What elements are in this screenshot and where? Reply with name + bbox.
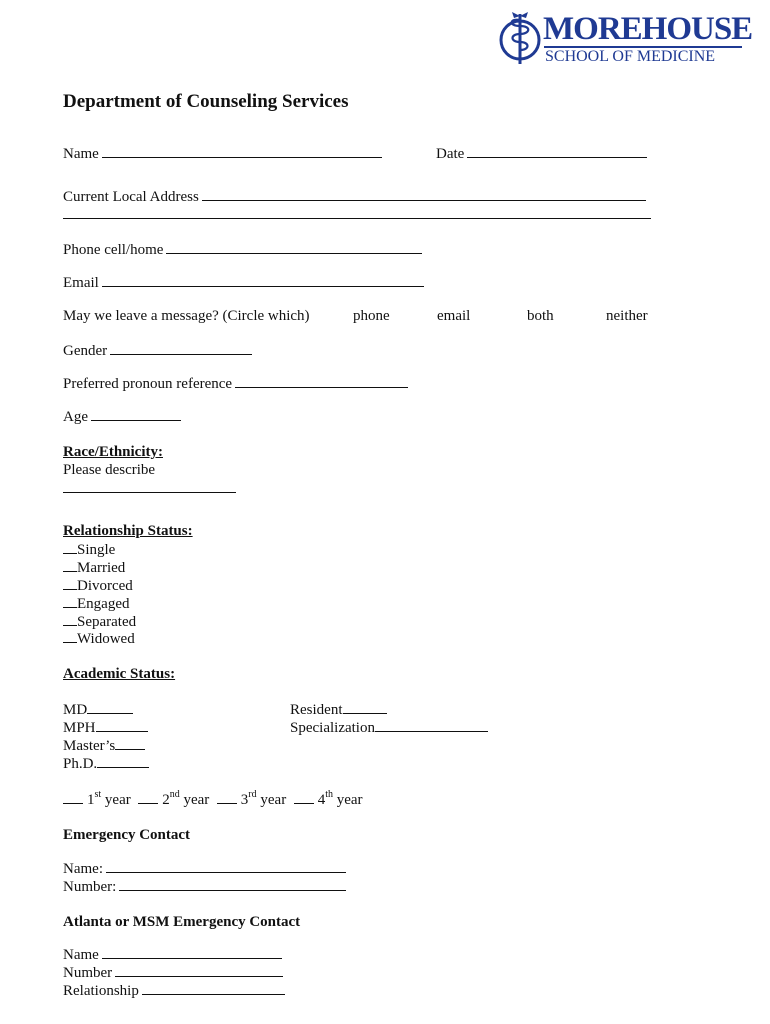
year-num: 1	[87, 792, 95, 808]
academic-blank[interactable]	[115, 736, 145, 750]
academic-label: Resident	[290, 702, 343, 718]
year-suffix: rd	[248, 789, 257, 800]
emergency-name-blank[interactable]	[106, 859, 346, 873]
phone-label: Phone cell/home	[63, 242, 164, 258]
name-label: Name	[63, 146, 99, 162]
caduceus-seal-icon	[498, 10, 542, 66]
year-num: 4	[317, 792, 326, 808]
year-suffix: th	[325, 789, 333, 800]
academic-label: Master’s	[63, 738, 116, 754]
phone-field[interactable]	[63, 240, 422, 259]
academic-blank[interactable]	[97, 754, 149, 768]
academic-phd[interactable]	[63, 754, 149, 773]
atlanta-number-field[interactable]	[63, 963, 283, 982]
relationship-option-single[interactable]	[63, 540, 115, 559]
age-label: Age	[63, 409, 88, 425]
year-word: year	[104, 792, 131, 808]
relationship-label: Married	[77, 560, 126, 576]
academic-label: MPH	[63, 720, 96, 736]
academic-resident[interactable]	[290, 700, 387, 719]
message-option-email[interactable]: email	[437, 308, 471, 324]
emergency-name-label: Name:	[63, 861, 103, 877]
relationship-label: Single	[77, 542, 116, 558]
age-field[interactable]	[63, 407, 181, 426]
relationship-option-divorced[interactable]	[63, 576, 133, 595]
atlanta-relationship-blank[interactable]	[142, 981, 285, 995]
relationship-option-widowed[interactable]	[63, 629, 135, 648]
gender-field[interactable]	[63, 341, 252, 360]
academic-label: MD	[63, 702, 88, 718]
academic-blank[interactable]	[375, 718, 488, 732]
message-option-both[interactable]: both	[527, 308, 554, 324]
atlanta-name-blank[interactable]	[102, 945, 282, 959]
year-blank[interactable]	[63, 790, 83, 804]
atlanta-relationship-label: Relationship	[63, 983, 139, 999]
year-blank[interactable]	[217, 790, 237, 804]
page-title	[63, 93, 349, 111]
academic-blank[interactable]	[87, 700, 133, 714]
pronoun-label: Preferred pronoun reference	[63, 376, 233, 392]
year-row	[63, 790, 363, 809]
message-option-phone[interactable]: phone	[353, 308, 390, 324]
relationship-label: Separated	[77, 614, 137, 630]
logo-name: MOREHOUSE	[543, 11, 753, 47]
gender-label: Gender	[63, 343, 108, 359]
message-option-neither[interactable]: neither	[606, 308, 648, 324]
date-blank[interactable]	[467, 144, 647, 158]
year-word: year	[336, 792, 363, 808]
academic-heading: Academic Status:	[63, 666, 176, 682]
year-suffix: nd	[169, 789, 180, 800]
atlanta-name-field[interactable]	[63, 945, 282, 964]
relationship-blank[interactable]	[63, 558, 77, 572]
relationship-label: Engaged	[77, 596, 130, 612]
academic-specialization[interactable]	[290, 718, 488, 737]
name-field[interactable]	[63, 144, 382, 163]
logo-subtitle: SCHOOL OF MEDICINE	[545, 48, 716, 65]
emergency-number-field[interactable]	[63, 877, 346, 896]
academic-blank[interactable]	[96, 718, 148, 732]
race-blank[interactable]	[63, 492, 236, 493]
relationship-blank[interactable]	[63, 612, 77, 626]
year-word: year	[260, 792, 287, 808]
year-suffix: st	[94, 789, 102, 800]
atlanta-name-label: Name	[63, 947, 99, 963]
emergency-heading: Emergency Contact	[63, 827, 191, 843]
morehouse-logo	[496, 8, 753, 68]
atlanta-number-blank[interactable]	[115, 963, 283, 977]
race-prompt: Please describe	[63, 462, 156, 478]
relationship-label: Widowed	[77, 631, 135, 647]
message-prompt: May we leave a message? (Circle which)	[63, 308, 310, 324]
relationship-option-married[interactable]	[63, 558, 125, 577]
address-label: Current Local Address	[63, 189, 199, 205]
email-blank[interactable]	[102, 273, 424, 287]
academic-md[interactable]	[63, 700, 133, 719]
academic-label: Ph.D.	[63, 756, 98, 772]
page-title-text: Department of Counseling Services	[63, 91, 349, 112]
relationship-blank[interactable]	[63, 540, 77, 554]
relationship-label: Divorced	[77, 578, 133, 594]
year-blank[interactable]	[138, 790, 158, 804]
atlanta-number-label: Number	[63, 965, 113, 981]
year-num: 3	[240, 792, 249, 808]
address-blank[interactable]	[202, 187, 646, 201]
relationship-blank[interactable]	[63, 629, 77, 643]
phone-blank[interactable]	[166, 240, 422, 254]
year-blank[interactable]	[294, 790, 314, 804]
address-field[interactable]	[63, 187, 646, 206]
emergency-number-blank[interactable]	[119, 877, 346, 891]
gender-blank[interactable]	[110, 341, 252, 355]
atlanta-heading: Atlanta or MSM Emergency Contact	[63, 914, 301, 930]
pronoun-field[interactable]	[63, 374, 408, 393]
emergency-number-label: Number:	[63, 879, 117, 895]
year-word: year	[183, 792, 210, 808]
age-blank[interactable]	[91, 407, 181, 421]
pronoun-blank[interactable]	[235, 374, 408, 388]
address-blank-line-2[interactable]	[63, 218, 651, 219]
race-heading: Race/Ethnicity:	[63, 444, 163, 460]
email-field[interactable]	[63, 273, 424, 292]
relationship-heading: Relationship Status:	[63, 523, 193, 539]
relationship-blank[interactable]	[63, 576, 77, 590]
academic-label: Specialization	[290, 720, 375, 736]
emergency-name-field[interactable]	[63, 859, 346, 878]
name-blank[interactable]	[102, 144, 382, 158]
year-num: 2	[162, 792, 170, 808]
academic-blank[interactable]	[343, 700, 387, 714]
academic-masters[interactable]	[63, 736, 145, 755]
date-label: Date	[436, 146, 465, 162]
relationship-blank[interactable]	[63, 594, 77, 608]
academic-mph[interactable]	[63, 718, 148, 737]
email-label: Email	[63, 275, 99, 291]
date-field[interactable]	[436, 144, 647, 163]
relationship-option-engaged[interactable]	[63, 594, 129, 613]
atlanta-relationship-field[interactable]	[63, 981, 285, 1000]
